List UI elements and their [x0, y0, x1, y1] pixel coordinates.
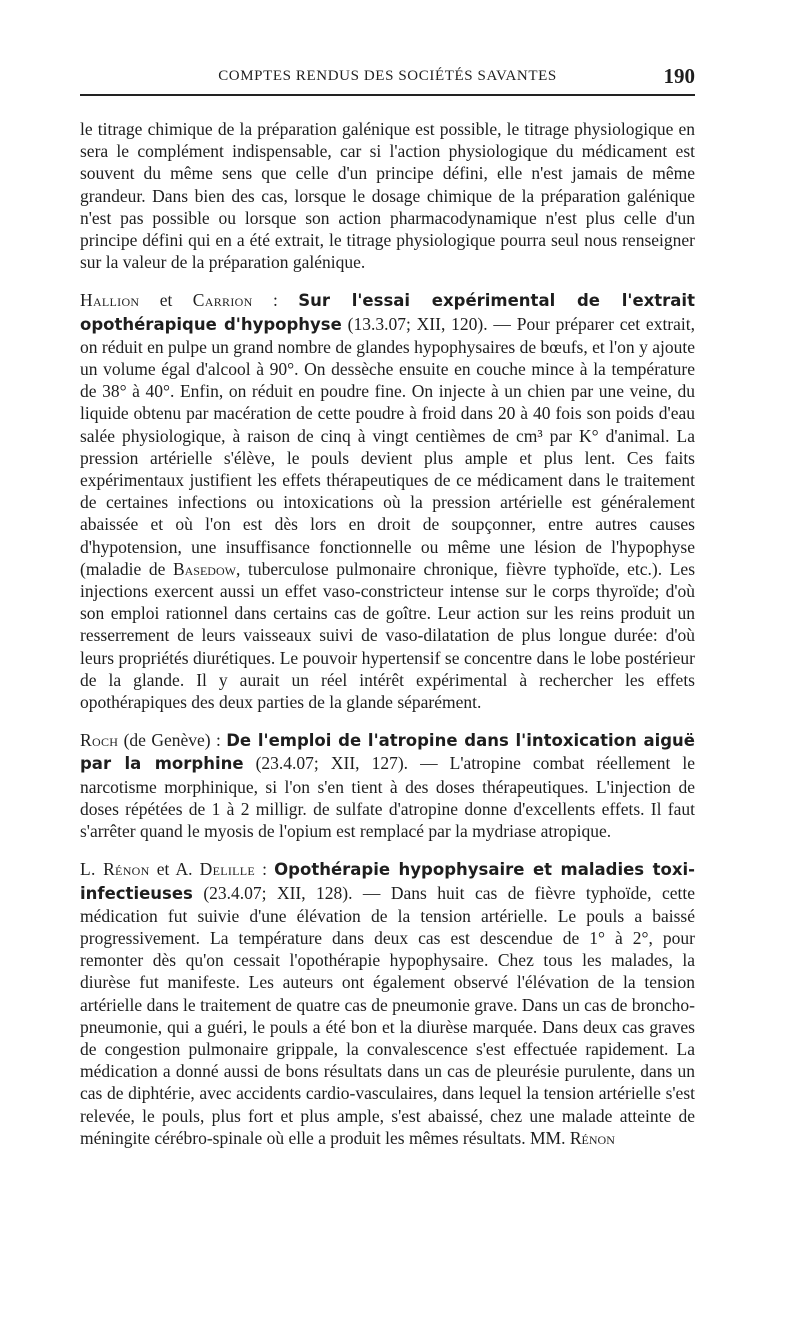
paragraph-continuation — [80, 118, 695, 273]
author-conjunction: et A. — [149, 859, 200, 880]
page-number: 190 — [663, 64, 695, 88]
paragraph-text: le titrage chimique de la préparation galénique est possible, le titrage physiologique en sera le complément indispensable, car si l'action physiologique du médicament est souvent du même sens que celle d'un principe défini, elle n'est jamais de même grandeur. Dans bien des cas, lorsque le dosage chimique de la préparation galénique n'est pas possible ou lorsque son action pharmacodynamique n'est plus celle d'un principe défini qui en a été extrait, le titrage physiologique pourra seul nous renseigner sur la valeur de la préparation galénique. — [80, 119, 695, 273]
separator: : — [255, 859, 275, 880]
article-title: Sur l'essai expérimental de l'extrait opothérapique d'hypophyse — [80, 291, 695, 334]
running-title: COMPTES RENDUS DES SOCIÉTÉS SAVANTES — [218, 68, 557, 84]
author-name: Rénon — [569, 1127, 615, 1148]
article-title: De l'emploi de l'atropine dans l'intoxication aiguë par la morphine — [80, 731, 695, 774]
abstract-text: L'atropine combat réellement le narcotisme morphinique, si l'on s'en tient à des doses thérapeutiques. L'injection de doses répétées de 1 à 2 milligr. de sulfate d'atropine donne d'excellents effets. Il faut s'arrêter quand le myosis de l'opium est remplacé par la mydriase atropique. — [80, 753, 695, 842]
eponym-name: Basedow — [172, 558, 236, 579]
article-title: Opothérapie hypophysaire et maladies toxi-infectieuses — [80, 860, 695, 903]
article-reference: (23.4.07; XII, 127). — — [243, 753, 450, 774]
abstract-text: Dans huit cas de fièvre typhoïde, cette médication fut suivie d'une élévation de la tension artérielle. Le pouls a baissé progressivement. La température dans deux cas est descendue de 1° à 2°, pour remonter dès qu'on cessait l'opothérapie hypophysaire. Chez tous les malades, la diurèse fut manifeste. Les auteurs ont également observé l'élévation de la tension artérielle dans le traitement de quatre cas de pneumonie grave. Dans un cas de broncho-pneumonie, qui a guéri, le pouls a été bon et la diurèse marquée. Dans deux cas graves de congestion pulmonaire grippale, la convalescence s'est effectuée rapidement. La médication a donné aussi de bons résultats dans un cas de pleurésie purulente, dans un cas de diphtérie, avec accidents cardio-vasculaires, dans lequel la tension artérielle s'est relevée, le pouls, plus fort et plus ample, s'est abaissé, chez une malade atteinte de méningite cérébro-spinale où elle a produit les mêmes résultats. MM. — [80, 882, 695, 1148]
abstract-text: , tuberculose pulmonaire chronique, fièvre typhoïde, etc.). Les injections exercent aussi un effet vaso-constricteur intense sur le corps thyroïde; d'où son emploi rationnel dans certains cas de goître. Leur action sur les reins produit un resserrement de leurs vaisseaux suivi de vaso-dilatation de plus longue durée: d'où leurs propriétés diurétiques. Le pouvoir hypertensif se concentre dans le lobe postérieur de la glande. Il y aurait un réel intérêt expérimental à rechercher les effets opothérapiques des deux parties de la glande séparément. — [80, 558, 696, 713]
author-affiliation: (de Genève) : — [118, 730, 227, 751]
author-conjunction: et — [139, 290, 193, 311]
separator: : — [252, 290, 299, 311]
author-name: Delille — [199, 859, 256, 880]
author-name: Hallion — [80, 290, 140, 311]
article-reference: (23.4.07; XII, 128). — — [192, 882, 391, 903]
running-header — [80, 64, 695, 96]
author-name: L. Rénon — [80, 859, 150, 880]
abstract-text: Pour préparer cet extrait, on réduit en pulpe un grand nombre de glandes hypophysaires de bœufs, et l'on y ajoute un volume égal d'alcool à 90°. On dessèche ensuite en couche mince à la température de 38° à 40°. Enfin, on réduit en poudre fine. On injecte à un chien par une veine, du liquide obtenu par macération de cette poudre à froid dans 20 à 40 fois son poids d'eau salée physiologique, à raison de cinq à vingt centièmes de cm³ par K° d'animal. La pression artérielle s'élève, le pouls devient plus ample et plus lent. Ces faits expérimentaux justifient les effets thérapeutiques de ce médicament dans le traitement de certaines infections ou intoxications où la pression artérielle est généralement abaissée et où l'on est dès lors en droit de soupçonner, entre autres causes d'hypotension, une insuffisance fonctionnelle ou même une lésion de l'hypophyse (maladie de — [80, 313, 696, 579]
abstract-renon-delille — [80, 858, 695, 1149]
author-name: Carrion — [192, 290, 253, 311]
abstract-roch — [80, 729, 695, 842]
article-reference: (13.3.07; XII, 120). — — [341, 313, 517, 334]
author-name: Roch — [80, 730, 119, 751]
abstract-hallion-carrion — [80, 289, 695, 713]
page-body — [80, 118, 695, 1165]
